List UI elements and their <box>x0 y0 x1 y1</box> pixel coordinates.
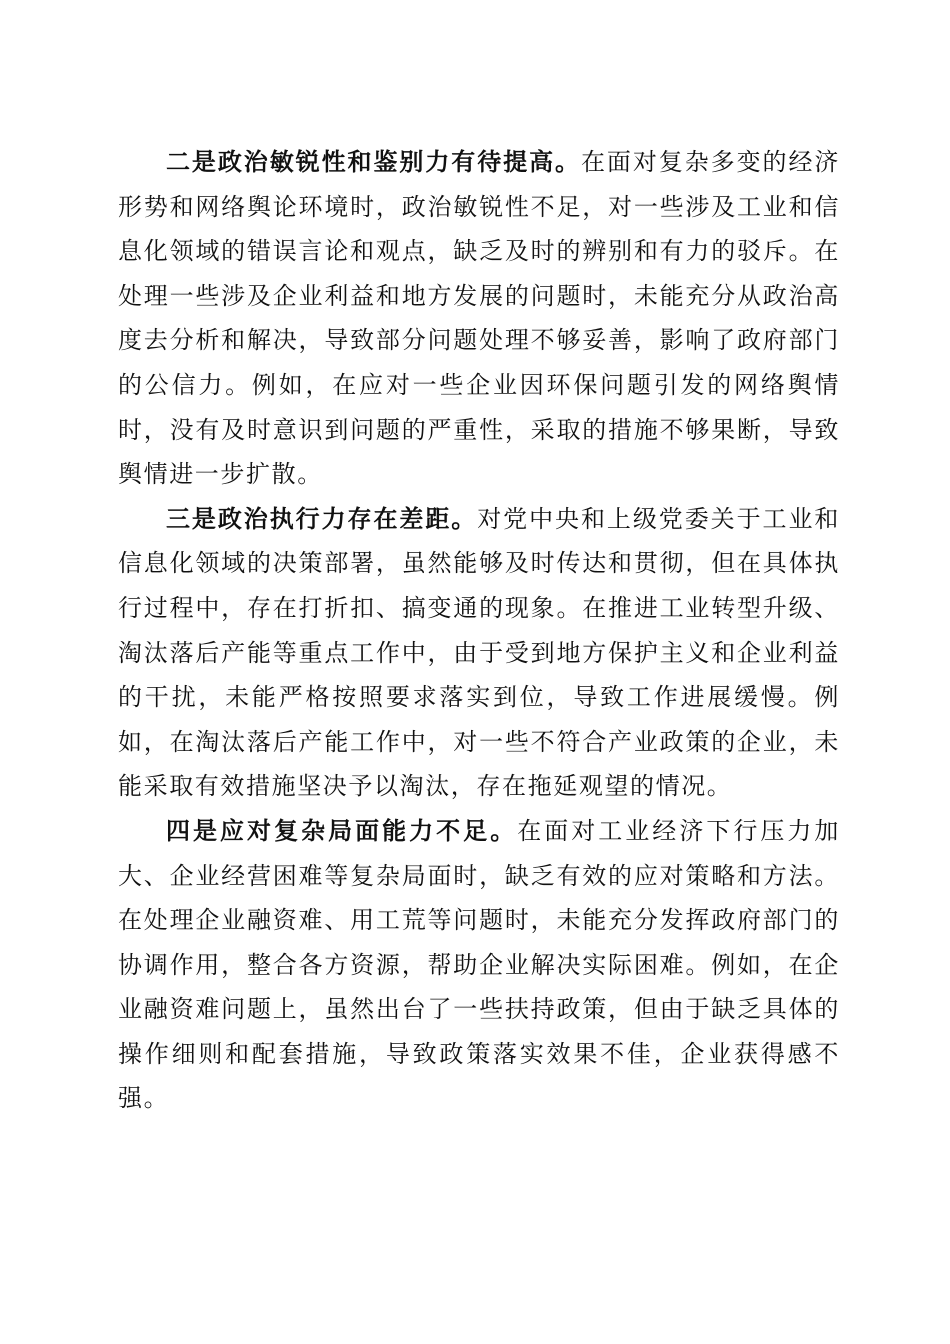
paragraph-execution-gap <box>118 497 840 809</box>
paragraph-heading: 三是政治执行力存在差距。 <box>166 503 478 533</box>
paragraph-text: 对党中央和上级党委关于工业和信息化领域的决策部署，虽然能够及时传达和贯彻，但在具体执行过程中，存在打折扣、搞变通的现象。在推进工业转型升级、淘汰落后产能等重点工作中，由于受到地方保护主义和企业利益的干扰，未能严格按照要求落实到位，导致工作进展缓慢。例如，在淘汰落后产能工作中，对一些不符合产业政策的企业，未能采取有效措施坚决予以淘汰，存在拖延观望的情况。 <box>118 504 840 801</box>
paragraph-complex-situations <box>118 809 840 1121</box>
paragraph-heading: 二是政治敏锐性和鉴别力有待提高。 <box>166 147 581 176</box>
paragraph-heading: 四是应对复杂局面能力不足。 <box>166 815 518 845</box>
paragraph-political-sensitivity <box>118 140 840 497</box>
paragraph-text: 在面对工业经济下行压力加大、企业经营困难等复杂局面时，缺乏有效的应对策略和方法。在处理企业融资难、用工荒等问题时，未能充分发挥政府部门的协调作用，整合各方资源，帮助企业解决实际困难。例如，在企业融资难问题上，虽然出台了一些扶持政策，但由于缺乏具体的操作细则和配套措施，导致政策落实效果不佳，企业获得感不强。 <box>118 816 840 1113</box>
paragraph-text: 在面对复杂多变的经济形势和网络舆论环境时，政治敏锐性不足，对一些涉及工业和信息化领域的错误言论和观点，缺乏及时的辨别和有力的驳斥。在处理一些涉及企业利益和地方发展的问题时，未能充分从政治高度去分析和解决，导致部分问题处理不够妥善，影响了政府部门的公信力。例如，在应对一些企业因环保问题引发的网络舆情时，没有及时意识到问题的严重性，采取的措施不够果断，导致舆情进一步扩散。 <box>118 148 840 489</box>
document-body <box>118 140 840 1121</box>
